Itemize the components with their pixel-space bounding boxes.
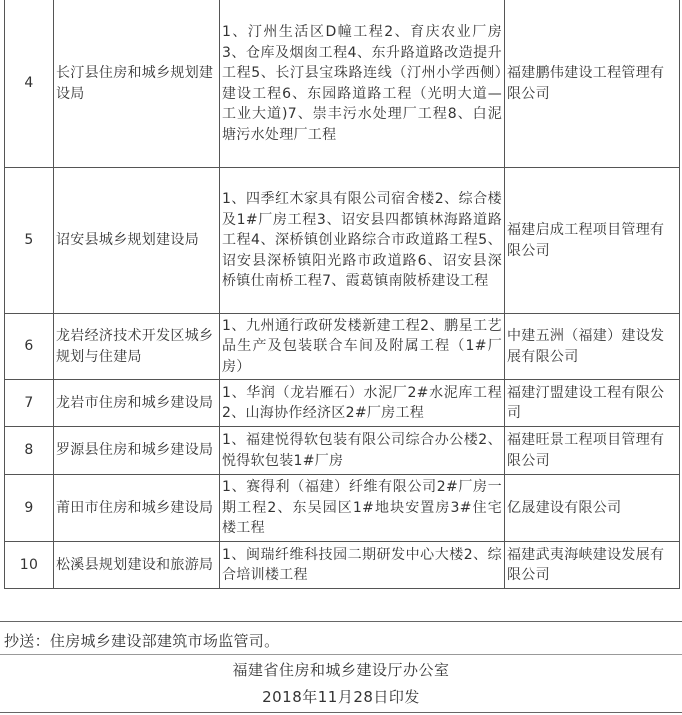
authority-cell: 诏安县城乡规划建设局 xyxy=(54,168,220,314)
table-row xyxy=(5,168,680,314)
row-number: 9 xyxy=(5,475,54,542)
row-number: 6 xyxy=(5,314,54,380)
authority-cell: 龙岩市住房和城乡建设局 xyxy=(54,380,220,427)
projects-cell: 1、闽瑞纤维科技园二期研发中心大楼2、综合培训楼工程 xyxy=(220,542,505,589)
row-number: 4 xyxy=(5,0,54,168)
footer-top-rule xyxy=(0,621,682,622)
authority-cell: 莆田市住房和城乡建设局 xyxy=(54,475,220,542)
row-number: 8 xyxy=(5,427,54,475)
issue-date: 2018年11月28日印发 xyxy=(262,688,420,706)
cc-line: 抄送：住房城乡建设部建筑市场监管司。 xyxy=(4,632,280,650)
table-row xyxy=(5,475,680,542)
table-row xyxy=(5,542,680,589)
authority-cell: 龙岩经济技术开发区城乡规划与住建局 xyxy=(54,314,220,380)
projects-cell: 1、四季红木家具有限公司宿舍楼2、综合楼及1#厂房工程3、诏安县四都镇林海路道路工程4、深桥镇创业路综合市政道路工程5、诏安县深桥镇阳光路市政道路6、诏安县深桥镇仕南桥工程7、霞葛镇南陂桥建设工程 xyxy=(220,168,505,314)
table-row xyxy=(5,314,680,380)
project-table xyxy=(4,0,680,589)
projects-cell: 1、赛得利（福建）纤维有限公司2#厂房一期工程2、东吴园区1#地块安置房3#住宅楼工程 xyxy=(220,475,505,542)
table-row xyxy=(5,380,680,427)
company-cell: 中建五洲（福建）建设发展有限公司 xyxy=(505,314,680,380)
company-cell: 亿晟建设有限公司 xyxy=(505,475,680,542)
company-cell: 福建启成工程项目管理有限公司 xyxy=(505,168,680,314)
company-cell: 福建汀盟建设工程有限公司 xyxy=(505,380,680,427)
projects-cell: 1、汀州生活区D幢工程2、育庆农业厂房3、仓库及烟囱工程4、东升路道路改造提升工程5、长汀县宝珠路连线（汀州小学西侧）建设工程6、东园路道路工程（光明大道—工业大道)7、崇丰污水处理厂工程8、白泥塘污水处理厂工程 xyxy=(220,0,505,168)
footer-bottom-rule xyxy=(0,712,682,713)
row-number: 7 xyxy=(5,380,54,427)
table-row xyxy=(5,427,680,475)
company-cell: 福建鹏伟建设工程管理有限公司 xyxy=(505,0,680,168)
company-cell: 福建武夷海峡建设发展有限公司 xyxy=(505,542,680,589)
table-row xyxy=(5,0,680,168)
authority-cell: 罗源县住房和城乡建设局 xyxy=(54,427,220,475)
authority-cell: 松溪县规划建设和旅游局 xyxy=(54,542,220,589)
company-cell: 福建旺景工程项目管理有限公司 xyxy=(505,427,680,475)
footer-divider xyxy=(0,654,682,655)
projects-cell: 1、福建悦得软包装有限公司综合办公楼2、悦得软包装1#厂房 xyxy=(220,427,505,475)
authority-cell: 长汀县住房和城乡规划建设局 xyxy=(54,0,220,168)
projects-cell: 1、华润（龙岩雁石）水泥厂2#水泥库工程2、山海协作经济区2#厂房工程 xyxy=(220,380,505,427)
projects-cell: 1、九州通行政研发楼新建工程2、鹏星工艺品生产及包装联合车间及附属工程（1#厂房） xyxy=(220,314,505,380)
issuer-name: 福建省住房和城乡建设厅办公室 xyxy=(232,661,450,679)
row-number: 5 xyxy=(5,168,54,314)
row-number: 10 xyxy=(5,542,54,589)
